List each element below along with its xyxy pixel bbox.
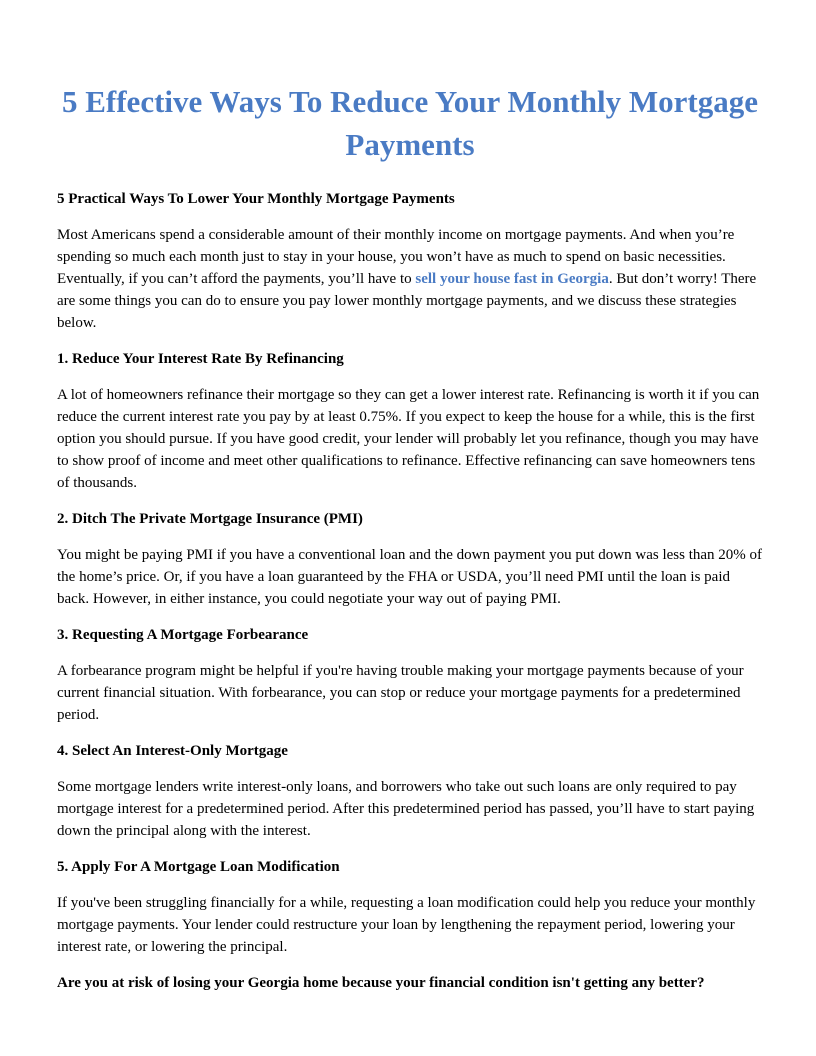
section-body-pmi: You might be paying PMI if you have a conventional loan and the down payment you put down was less than 20% of the home’s price. Or, if you have a loan guaranteed by the FHA or USDA, you’ll need PMI until the loan is paid back. However, in either instance, you could negotiate your way out of paying PMI. [57,547,763,607]
sell-house-link[interactable]: sell your house fast in Georgia [415,271,609,287]
document-page [57,0,763,994]
section-heading-loan-modification: 5. Apply For A Mortgage Loan Modification [57,859,340,875]
closing-question: Are you at risk of losing your Georgia home because your financial condition isn't getting any better? [57,975,705,991]
intro-paragraph [57,224,763,334]
section-heading-interest-only: 4. Select An Interest-Only Mortgage [57,743,288,759]
intro-text-before-link: Most Americans spend a considerable amount of their monthly income on mortgage payments. And when you’re spending so much each month just to stay in your house, you won’t have as much to spend on basic necessities. Eventually, if you can’t afford the payments, you’ll have to [57,227,735,287]
section-heading-refinancing: 1. Reduce Your Interest Rate By Refinancing [57,351,344,367]
section-body-interest-only: Some mortgage lenders write interest-only loans, and borrowers who take out such loans are only required to pay mortgage interest for a predetermined period. After this predetermined period has passed, you’ll have to start paying down the principal along with the interest. [57,779,755,839]
section-heading-forbearance: 3. Requesting A Mortgage Forbearance [57,627,309,643]
page-title: 5 Effective Ways To Reduce Your Monthly Mortgage Payments [61,84,759,162]
section-body-loan-modification: If you've been struggling financially for a while, requesting a loan modification could help you reduce your monthly mortgage payments. Your lender could restructure your loan by lengthening the repayment period, lowering your interest rate, or lowering the principal. [57,895,756,955]
section-heading-pmi: 2. Ditch The Private Mortgage Insurance (PMI) [57,511,363,527]
section-body-refinancing: A lot of homeowners refinance their mortgage so they can get a lower interest rate. Refinancing is worth it if you can reduce the current interest rate you pay by at least 0.75%. If you expect to keep the house for a while, this is the first option you should pursue. If you have good credit, your lender will probably let you refinance, though you may have to show proof of income and meet other qualifications to refinance. Effective refinancing can save homeowners tens of thousands. [57,387,760,491]
intro-heading: 5 Practical Ways To Lower Your Monthly Mortgage Payments [57,191,455,207]
intro-text-after-link: . But don’t worry! There are some things you can do to ensure you pay lower monthly mortgage payments, and we discuss these strategies below. [57,271,757,331]
section-body-forbearance: A forbearance program might be helpful if you're having trouble making your mortgage payments because of your current financial situation. With forbearance, you can stop or reduce your mortgage payments for a predetermined period. [57,663,744,723]
